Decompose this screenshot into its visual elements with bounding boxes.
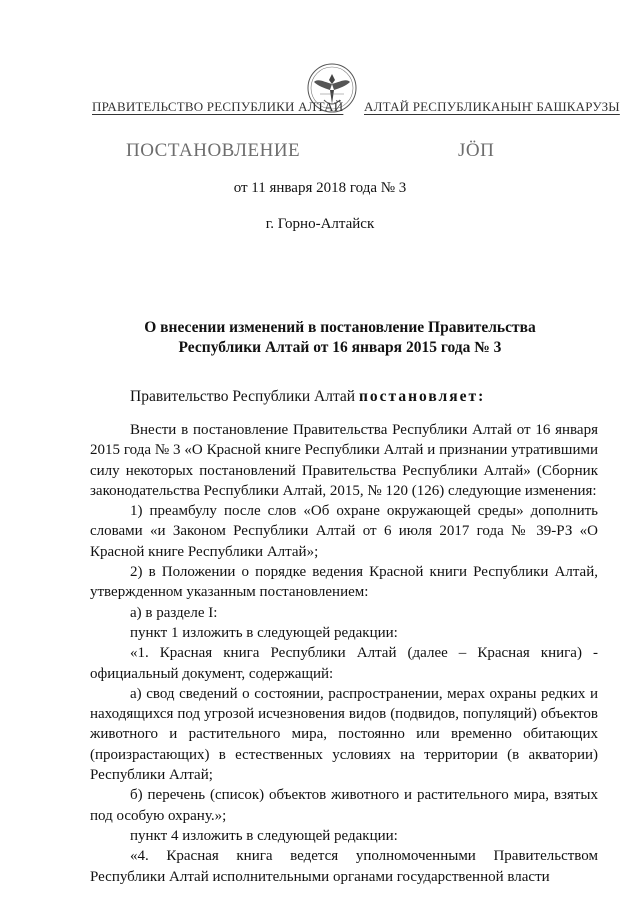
header-government-name-ru: ПРАВИТЕЛЬСТВО РЕСПУБЛИКИ АЛТАЙ	[92, 99, 344, 114]
document-body	[90, 420, 598, 887]
city-line: г. Горно-Алтайск	[265, 216, 375, 232]
body-paragraph: Внести в постановление Правительства Республики Алтай от 16 января 2015 года № 3 «О Красной книге Республики Алтай и признании утратившими силу некоторых постановлений Правительства Республики Алтай» (Сборник законодательства Республики Алтай, 2015, № 120 (126) следующие изменения:	[90, 422, 598, 499]
intro-statement	[130, 388, 485, 406]
body-paragraph: «1. Красная книга Республики Алтай (далее – Красная книга) - официальный документ, содержащий:	[90, 645, 598, 682]
body-paragraph: б) перечень (список) объектов животного и растительного мира, взятых под особую охрану.»;	[90, 787, 598, 824]
body-paragraph: пункт 1 изложить в следующей редакции:	[130, 624, 398, 641]
intro-text: Правительство Республики Алтай	[130, 388, 359, 405]
header-government-name-alt: АЛТАЙ РЕСПУБЛИКАНЫҤ БАШКАРУЗЫ	[364, 99, 620, 114]
body-paragraph: а) в разделе I:	[130, 604, 218, 621]
body-paragraph: пункт 4 изложить в следующей редакции:	[130, 827, 398, 844]
body-paragraph: «4. Красная книга ведется уполномоченными Правительством Республики Алтай исполнительными органами государственной власти	[90, 848, 598, 885]
body-paragraph: а) свод сведений о состоянии, распространении, мерах охраны редких и находящихся под угрозой исчезновения видов (подвидов, популяций) объектов животного и растительного мира, постоянно или временно обитающих (произрастающих) в естественных условиях на территории (в акватории) Республики Алтай;	[90, 685, 598, 784]
body-paragraph: 1) преамбулу после слов «Об охране окружающей среды» дополнить словами «и Законом Республики Алтай от 6 июля 2017 года № 39-РЗ «О Красной книге Республики Алтай»;	[90, 503, 598, 560]
doc-type-ru: ПОСТАНОВЛЕНИЕ	[126, 140, 301, 161]
document-title	[90, 318, 590, 358]
title-line: О внесении изменений в постановление Правительства	[144, 319, 536, 336]
intro-decree-word: постановляет:	[358, 388, 486, 405]
date-number-line: от 11 января 2018 года № 3	[233, 180, 407, 196]
title-line: Республики Алтай от 16 января 2015 года № 3	[178, 339, 502, 356]
body-paragraph: 2) в Положении о порядке ведения Красной книги Республики Алтай, утвержденном указанным постановлением:	[90, 564, 598, 601]
doc-type-alt: ЈӦП	[458, 140, 495, 161]
